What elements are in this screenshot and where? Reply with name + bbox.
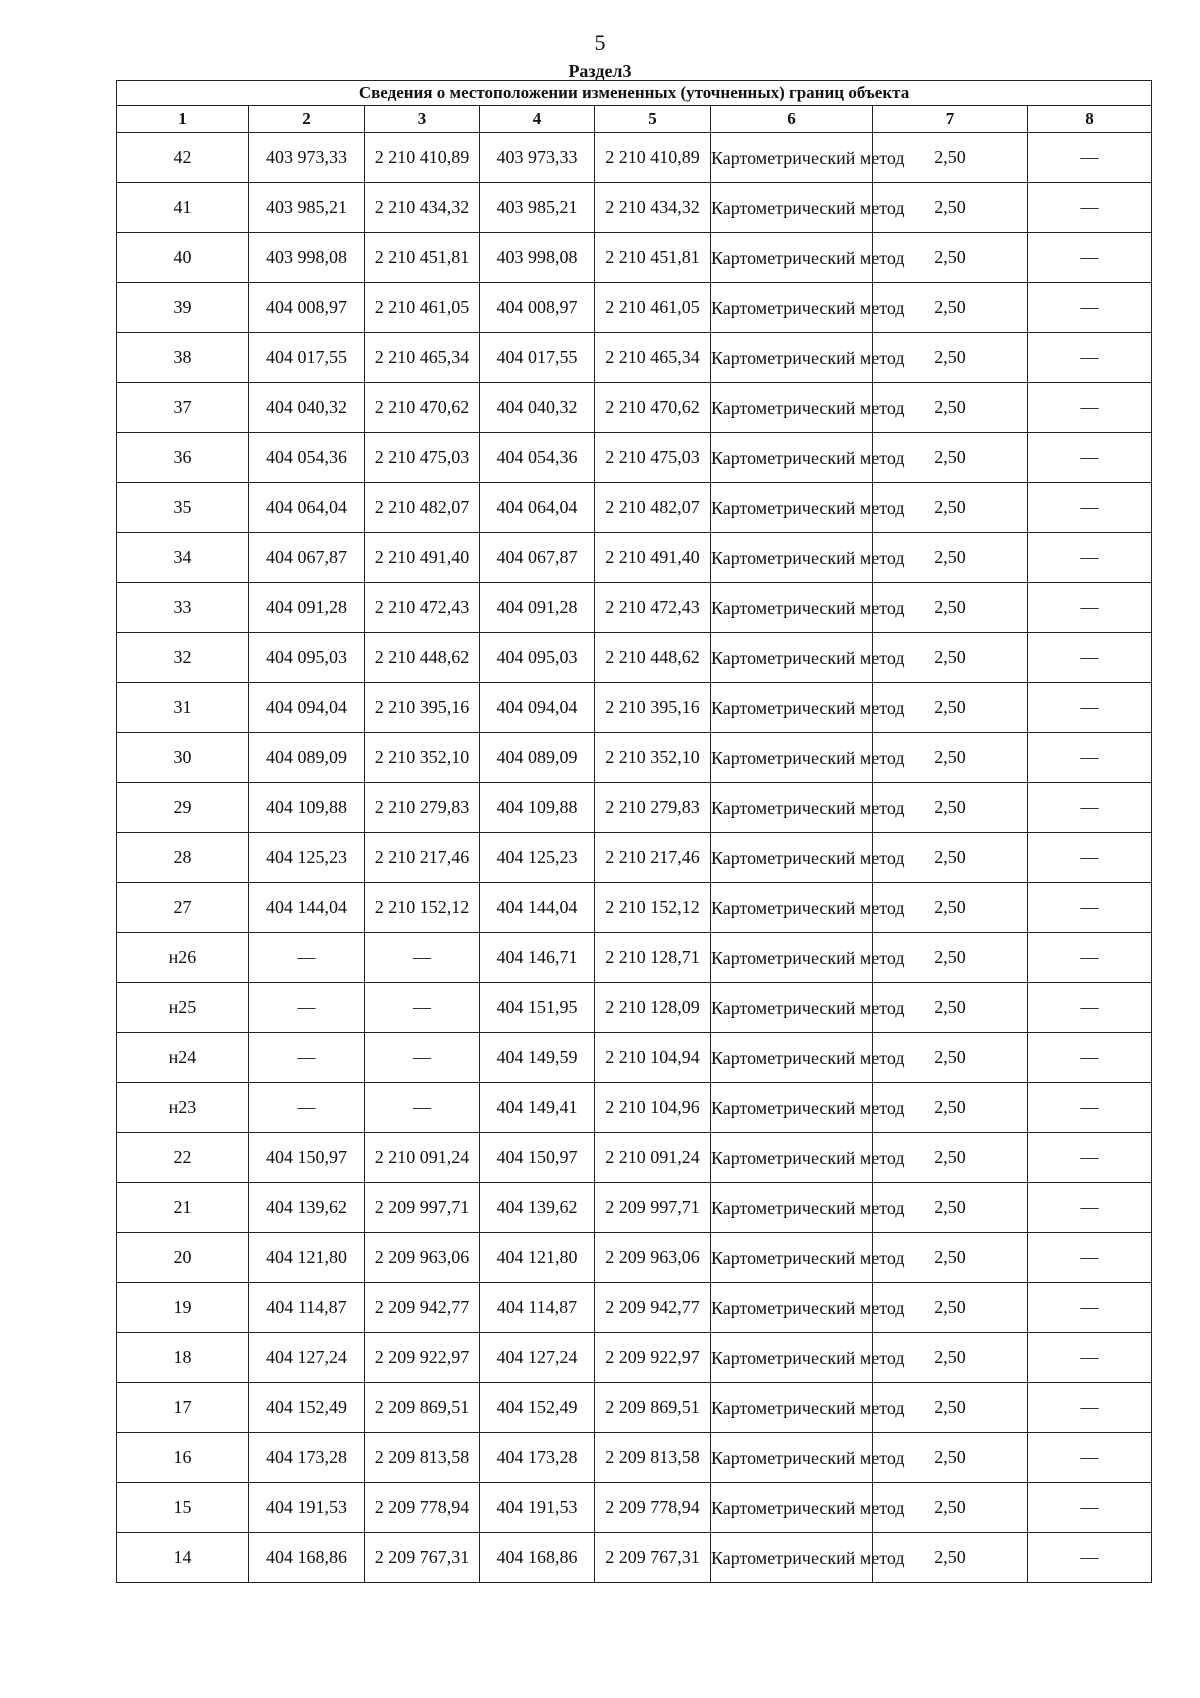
table-cell-col-5: 2 209 767,31: [595, 1533, 711, 1583]
table-row: [117, 783, 1152, 833]
table-cell-col-2: 404 150,97: [249, 1133, 365, 1183]
table-cell-col-2: 404 089,09: [249, 733, 365, 783]
table-cell-col-7: 2,50: [873, 1133, 1028, 1183]
table-row: [117, 833, 1152, 883]
table-row: [117, 1383, 1152, 1433]
table-cell-col-3: 2 210 461,05: [365, 283, 480, 333]
table-cell-col-7: 2,50: [873, 1283, 1028, 1333]
table-cell-col-5: 2 210 434,32: [595, 183, 711, 233]
table-cell-col-6: Картометрический метод: [711, 183, 873, 233]
table-row: [117, 383, 1152, 433]
table-cell-col-7: 2,50: [873, 1083, 1028, 1133]
table-cell-col-2: 404 125,23: [249, 833, 365, 883]
table-cell-col-8: —: [1028, 533, 1152, 583]
table-cell-col-5: 2 210 410,89: [595, 133, 711, 183]
table-cell-col-7: 2,50: [873, 1383, 1028, 1433]
table-cell-col-6: Картометрический метод: [711, 733, 873, 783]
table-cell-col-4: 404 173,28: [480, 1433, 595, 1483]
table-cell-col-6: Картометрический метод: [711, 233, 873, 283]
table-cell-col-5: 2 210 352,10: [595, 733, 711, 783]
table-cell-col-4: 404 109,88: [480, 783, 595, 833]
table-cell-col-3: 2 210 482,07: [365, 483, 480, 533]
column-header-8: 8: [1028, 106, 1152, 133]
table-cell-col-3: 2 210 448,62: [365, 633, 480, 683]
table-cell-col-7: 2,50: [873, 433, 1028, 483]
column-header-row: [117, 106, 1152, 133]
table-cell-col-1: 27: [117, 883, 249, 933]
table-cell-col-7: 2,50: [873, 383, 1028, 433]
table-cell-col-5: 2 210 475,03: [595, 433, 711, 483]
table-cell-col-3: 2 210 491,40: [365, 533, 480, 583]
table-cell-col-4: 404 094,04: [480, 683, 595, 733]
table-cell-col-4: 404 146,71: [480, 933, 595, 983]
table-cell-col-2: 404 064,04: [249, 483, 365, 533]
table-cell-col-3: 2 210 152,12: [365, 883, 480, 933]
column-header-3: 3: [365, 106, 480, 133]
table-cell-col-5: 2 210 470,62: [595, 383, 711, 433]
table-cell-col-6: Картометрический метод: [711, 933, 873, 983]
table-cell-col-3: 2 210 472,43: [365, 583, 480, 633]
table-cell-col-5: 2 209 778,94: [595, 1483, 711, 1533]
table-cell-col-2: 404 139,62: [249, 1183, 365, 1233]
table-cell-col-2: 404 127,24: [249, 1333, 365, 1383]
table-cell-col-7: 2,50: [873, 1483, 1028, 1533]
column-header-6: 6: [711, 106, 873, 133]
table-cell-col-2: 404 067,87: [249, 533, 365, 583]
table-cell-col-7: 2,50: [873, 1033, 1028, 1083]
table-row: [117, 1183, 1152, 1233]
table-cell-col-3: 2 209 997,71: [365, 1183, 480, 1233]
table-cell-col-8: —: [1028, 1183, 1152, 1233]
table-cell-col-5: 2 210 217,46: [595, 833, 711, 883]
section-title: Раздел3: [568, 61, 632, 81]
table-row: [117, 1333, 1152, 1383]
table-cell-col-1: 16: [117, 1433, 249, 1483]
column-header-7: 7: [873, 106, 1028, 133]
table-cell-col-7: 2,50: [873, 1183, 1028, 1233]
table-cell-col-5: 2 210 461,05: [595, 283, 711, 333]
table-row: [117, 1283, 1152, 1333]
table-cell-col-5: 2 209 997,71: [595, 1183, 711, 1233]
table-cell-col-2: 404 191,53: [249, 1483, 365, 1533]
table-cell-col-4: 404 151,95: [480, 983, 595, 1033]
table-cell-col-6: Картометрический метод: [711, 383, 873, 433]
table-cell-col-6: Картометрический метод: [711, 1133, 873, 1183]
table-cell-col-8: —: [1028, 783, 1152, 833]
table-cell-col-8: —: [1028, 483, 1152, 533]
table-cell-col-2: 404 094,04: [249, 683, 365, 733]
table-cell-col-1: 21: [117, 1183, 249, 1233]
table-cell-col-1: н25: [117, 983, 249, 1033]
table-cell-col-4: 404 095,03: [480, 633, 595, 683]
table-cell-col-8: —: [1028, 983, 1152, 1033]
table-cell-col-8: —: [1028, 333, 1152, 383]
table-cell-col-5: 2 210 472,43: [595, 583, 711, 633]
table-cell-col-7: 2,50: [873, 683, 1028, 733]
table-cell-col-1: 17: [117, 1383, 249, 1433]
table-cell-col-5: 2 210 491,40: [595, 533, 711, 583]
table-cell-col-7: 2,50: [873, 133, 1028, 183]
table-cell-col-1: 20: [117, 1233, 249, 1283]
table-cell-col-1: 39: [117, 283, 249, 333]
table-cell-col-5: 2 210 128,09: [595, 983, 711, 1033]
table-cell-col-6: Картометрический метод: [711, 433, 873, 483]
table-cell-col-1: 28: [117, 833, 249, 883]
column-header-4: 4: [480, 106, 595, 133]
table-cell-col-2: 404 008,97: [249, 283, 365, 333]
table-cell-col-4: 404 008,97: [480, 283, 595, 333]
column-header-1: 1: [117, 106, 249, 133]
table-cell-col-8: —: [1028, 383, 1152, 433]
table-cell-col-8: —: [1028, 283, 1152, 333]
table-cell-col-4: 404 017,55: [480, 333, 595, 383]
table-cell-col-8: —: [1028, 433, 1152, 483]
table-cell-col-2: 404 121,80: [249, 1233, 365, 1283]
table-cell-col-3: 2 210 410,89: [365, 133, 480, 183]
table-cell-col-2: 404 017,55: [249, 333, 365, 383]
table-cell-col-2: 403 973,33: [249, 133, 365, 183]
table-cell-col-1: 36: [117, 433, 249, 483]
table-cell-col-3: —: [365, 1083, 480, 1133]
table-cell-col-3: 2 210 395,16: [365, 683, 480, 733]
table-cell-col-8: —: [1028, 1483, 1152, 1533]
table-row: [117, 883, 1152, 933]
table-cell-col-1: 42: [117, 133, 249, 183]
table-cell-col-1: 40: [117, 233, 249, 283]
table-cell-col-8: —: [1028, 133, 1152, 183]
table-cell-col-2: 404 040,32: [249, 383, 365, 433]
table-cell-col-4: 404 121,80: [480, 1233, 595, 1283]
table-cell-col-3: —: [365, 983, 480, 1033]
table-cell-col-7: 2,50: [873, 883, 1028, 933]
table-cell-col-8: —: [1028, 1033, 1152, 1083]
table-cell-col-2: —: [249, 983, 365, 1033]
table-cell-col-3: 2 210 470,62: [365, 383, 480, 433]
table-cell-col-2: 403 998,08: [249, 233, 365, 283]
table-cell-col-7: 2,50: [873, 1233, 1028, 1283]
table-cell-col-7: 2,50: [873, 1433, 1028, 1483]
table-cell-col-2: 404 114,87: [249, 1283, 365, 1333]
table-cell-col-4: 404 150,97: [480, 1133, 595, 1183]
table-cell-col-7: 2,50: [873, 533, 1028, 583]
table-cell-col-2: 403 985,21: [249, 183, 365, 233]
table-cell-col-3: 2 210 091,24: [365, 1133, 480, 1183]
table-row: [117, 183, 1152, 233]
table-caption: Сведения о местоположении измененных (уточненных) границ объекта: [117, 81, 1152, 106]
table-cell-col-6: Картометрический метод: [711, 883, 873, 933]
table-cell-col-7: 2,50: [873, 1533, 1028, 1583]
table-cell-col-5: 2 210 451,81: [595, 233, 711, 283]
table-cell-col-1: 22: [117, 1133, 249, 1183]
table-cell-col-6: Картометрический метод: [711, 583, 873, 633]
table-cell-col-8: —: [1028, 933, 1152, 983]
table-cell-col-6: Картометрический метод: [711, 833, 873, 883]
table-cell-col-3: 2 209 942,77: [365, 1283, 480, 1333]
table-cell-col-3: 2 209 869,51: [365, 1383, 480, 1433]
table-cell-col-8: —: [1028, 583, 1152, 633]
table-cell-col-7: 2,50: [873, 483, 1028, 533]
table-cell-col-7: 2,50: [873, 783, 1028, 833]
table-cell-col-5: 2 210 465,34: [595, 333, 711, 383]
table-row: [117, 1233, 1152, 1283]
table-cell-col-1: 29: [117, 783, 249, 833]
table-row: [117, 1483, 1152, 1533]
table-cell-col-4: 404 067,87: [480, 533, 595, 583]
table-cell-col-1: 37: [117, 383, 249, 433]
table-cell-col-6: Картометрический метод: [711, 483, 873, 533]
table-cell-col-6: Картометрический метод: [711, 1333, 873, 1383]
table-cell-col-6: Картометрический метод: [711, 1433, 873, 1483]
table-cell-col-7: 2,50: [873, 1333, 1028, 1383]
table-cell-col-4: 404 125,23: [480, 833, 595, 883]
table-cell-col-3: 2 210 352,10: [365, 733, 480, 783]
table-cell-col-1: 35: [117, 483, 249, 533]
table-cell-col-5: 2 210 482,07: [595, 483, 711, 533]
table-cell-col-6: Картометрический метод: [711, 633, 873, 683]
table-cell-col-3: 2 210 465,34: [365, 333, 480, 383]
table-cell-col-2: 404 095,03: [249, 633, 365, 683]
table-cell-col-2: 404 054,36: [249, 433, 365, 483]
table-row: [117, 933, 1152, 983]
table-cell-col-5: 2 210 104,94: [595, 1033, 711, 1083]
table-cell-col-6: Картометрический метод: [711, 1483, 873, 1533]
table-cell-col-7: 2,50: [873, 583, 1028, 633]
table-cell-col-7: 2,50: [873, 333, 1028, 383]
table-cell-col-2: 404 173,28: [249, 1433, 365, 1483]
table-cell-col-4: 403 985,21: [480, 183, 595, 233]
table-cell-col-3: 2 210 434,32: [365, 183, 480, 233]
table-cell-col-8: —: [1028, 733, 1152, 783]
table-cell-col-5: 2 210 448,62: [595, 633, 711, 683]
table-row: [117, 683, 1152, 733]
table-cell-col-6: Картометрический метод: [711, 533, 873, 583]
table-cell-col-1: н23: [117, 1083, 249, 1133]
table-cell-col-1: 30: [117, 733, 249, 783]
table-cell-col-7: 2,50: [873, 833, 1028, 883]
table-cell-col-5: 2 209 813,58: [595, 1433, 711, 1483]
table-cell-col-6: Картометрический метод: [711, 333, 873, 383]
table-cell-col-4: 404 168,86: [480, 1533, 595, 1583]
table-cell-col-8: —: [1028, 633, 1152, 683]
table-cell-col-2: —: [249, 933, 365, 983]
table-cell-col-1: 31: [117, 683, 249, 733]
table-cell-col-8: —: [1028, 1533, 1152, 1583]
table-cell-col-3: 2 210 451,81: [365, 233, 480, 283]
table-cell-col-4: 404 152,49: [480, 1383, 595, 1433]
table-cell-col-4: 404 089,09: [480, 733, 595, 783]
table-cell-col-6: Картометрический метод: [711, 683, 873, 733]
table-cell-col-1: н24: [117, 1033, 249, 1083]
table-cell-col-7: 2,50: [873, 933, 1028, 983]
column-header-5: 5: [595, 106, 711, 133]
table-cell-col-3: 2 210 475,03: [365, 433, 480, 483]
table-cell-col-5: 2 209 963,06: [595, 1233, 711, 1283]
table-cell-col-3: —: [365, 1033, 480, 1083]
table-cell-col-4: 404 114,87: [480, 1283, 595, 1333]
table-cell-col-7: 2,50: [873, 633, 1028, 683]
table-row: [117, 1133, 1152, 1183]
table-cell-col-6: Картометрический метод: [711, 133, 873, 183]
table-cell-col-8: —: [1028, 1283, 1152, 1333]
table-cell-col-3: 2 209 963,06: [365, 1233, 480, 1283]
table-cell-col-4: 404 091,28: [480, 583, 595, 633]
table-cell-col-4: 404 144,04: [480, 883, 595, 933]
table-cell-col-4: 403 973,33: [480, 133, 595, 183]
table-cell-col-8: —: [1028, 1083, 1152, 1133]
table-body: [117, 133, 1152, 1583]
table-cell-col-3: 2 209 813,58: [365, 1433, 480, 1483]
table-cell-col-6: Картометрический метод: [711, 983, 873, 1033]
table-cell-col-7: 2,50: [873, 233, 1028, 283]
table-cell-col-2: 404 152,49: [249, 1383, 365, 1433]
table-cell-col-1: 41: [117, 183, 249, 233]
table-cell-col-3: 2 210 217,46: [365, 833, 480, 883]
table-cell-col-3: 2 209 767,31: [365, 1533, 480, 1583]
table-cell-col-8: —: [1028, 1383, 1152, 1433]
table-cell-col-6: Картометрический метод: [711, 1183, 873, 1233]
table-cell-col-2: —: [249, 1083, 365, 1133]
column-header-2: 2: [249, 106, 365, 133]
table-cell-col-5: 2 209 942,77: [595, 1283, 711, 1333]
table-cell-col-3: 2 209 922,97: [365, 1333, 480, 1383]
table-cell-col-6: Картометрический метод: [711, 1033, 873, 1083]
table-row: [117, 983, 1152, 1033]
table-row: [117, 483, 1152, 533]
table-cell-col-1: 32: [117, 633, 249, 683]
table-row: [117, 333, 1152, 383]
table-cell-col-4: 404 191,53: [480, 1483, 595, 1533]
table-cell-col-3: 2 210 279,83: [365, 783, 480, 833]
table-cell-col-4: 403 998,08: [480, 233, 595, 283]
table-cell-col-1: 15: [117, 1483, 249, 1533]
table-cell-col-6: Картометрический метод: [711, 783, 873, 833]
table-cell-col-5: 2 210 104,96: [595, 1083, 711, 1133]
table-cell-col-4: 404 149,59: [480, 1033, 595, 1083]
table-cell-col-4: 404 064,04: [480, 483, 595, 533]
table-cell-col-5: 2 210 091,24: [595, 1133, 711, 1183]
table-cell-col-1: 33: [117, 583, 249, 633]
table-cell-col-1: 14: [117, 1533, 249, 1583]
table-cell-col-2: 404 144,04: [249, 883, 365, 933]
table-cell-col-8: —: [1028, 1133, 1152, 1183]
table-row: [117, 533, 1152, 583]
table-cell-col-1: 34: [117, 533, 249, 583]
table-cell-col-7: 2,50: [873, 733, 1028, 783]
table-cell-col-4: 404 040,32: [480, 383, 595, 433]
page-number: 5: [594, 30, 606, 55]
table-row: [117, 733, 1152, 783]
table-row: [117, 1083, 1152, 1133]
table-cell-col-6: Картометрический метод: [711, 1383, 873, 1433]
table-cell-col-6: Картометрический метод: [711, 283, 873, 333]
table-cell-col-6: Картометрический метод: [711, 1233, 873, 1283]
table-cell-col-8: —: [1028, 1233, 1152, 1283]
table-row: [117, 583, 1152, 633]
table-cell-col-6: Картометрический метод: [711, 1083, 873, 1133]
table-cell-col-2: 404 091,28: [249, 583, 365, 633]
table-row: [117, 433, 1152, 483]
table-row: [117, 133, 1152, 183]
table-cell-col-8: —: [1028, 883, 1152, 933]
table-cell-col-3: 2 209 778,94: [365, 1483, 480, 1533]
table-cell-col-7: 2,50: [873, 283, 1028, 333]
table-cell-col-1: н26: [117, 933, 249, 983]
table-cell-col-8: —: [1028, 183, 1152, 233]
table-cell-col-4: 404 054,36: [480, 433, 595, 483]
table-cell-col-2: 404 168,86: [249, 1533, 365, 1583]
table-cell-col-5: 2 210 279,83: [595, 783, 711, 833]
table-cell-col-1: 38: [117, 333, 249, 383]
boundary-coordinates-table: [116, 80, 1152, 1583]
table-row: [117, 1533, 1152, 1583]
table-cell-col-5: 2 209 869,51: [595, 1383, 711, 1433]
table-cell-col-1: 18: [117, 1333, 249, 1383]
table-cell-col-8: —: [1028, 1433, 1152, 1483]
table-cell-col-8: —: [1028, 833, 1152, 883]
table-cell-col-4: 404 149,41: [480, 1083, 595, 1133]
table-cell-col-8: —: [1028, 683, 1152, 733]
table-row: [117, 633, 1152, 683]
table-cell-col-7: 2,50: [873, 183, 1028, 233]
table-row: [117, 283, 1152, 333]
table-row: [117, 233, 1152, 283]
table-cell-col-8: —: [1028, 233, 1152, 283]
table-cell-col-5: 2 210 395,16: [595, 683, 711, 733]
table-cell-col-5: 2 210 128,71: [595, 933, 711, 983]
table-cell-col-6: Картометрический метод: [711, 1533, 873, 1583]
table-cell-col-1: 19: [117, 1283, 249, 1333]
table-cell-col-7: 2,50: [873, 983, 1028, 1033]
table-cell-col-5: 2 209 922,97: [595, 1333, 711, 1383]
table-row: [117, 1033, 1152, 1083]
table-row: [117, 1433, 1152, 1483]
table-cell-col-2: —: [249, 1033, 365, 1083]
table-cell-col-4: 404 139,62: [480, 1183, 595, 1233]
table-cell-col-5: 2 210 152,12: [595, 883, 711, 933]
table-cell-col-8: —: [1028, 1333, 1152, 1383]
table-cell-col-2: 404 109,88: [249, 783, 365, 833]
table-cell-col-3: —: [365, 933, 480, 983]
table-cell-col-6: Картометрический метод: [711, 1283, 873, 1333]
table-cell-col-4: 404 127,24: [480, 1333, 595, 1383]
